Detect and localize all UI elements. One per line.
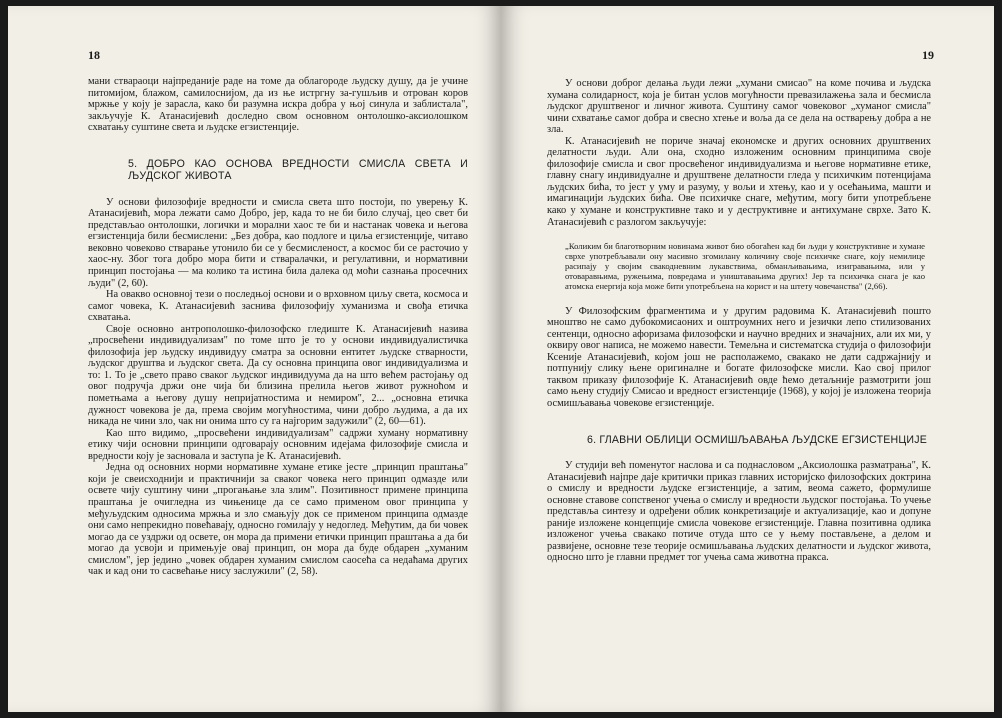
left-page [8,6,501,712]
paragraph: К. Атанасијевић не пориче значај економске и других основних друштвених делатности људи. Али она, сходно изложеним основним принципима своје филозофије смисла и свог просвећеног индивидуализма и његове нормативне етике, главну снагу индивидуалне и друштвене делатности гледа у психичким потенцијама људских бића, то јест у уму и разуму, у вољи и хтењу, као и у осећањима, машти и имагинацији људских бића. Ове психичке снаге, међутим, могу бити употребљене како у хумане и конструктивне тако и у деструктивне и антихумане сврхе. Зато К. Атанасијевић с разлогом закључује: [547,135,931,228]
paragraph: мани ствараоци најпреданије раде на томе да облагороде људску душу, да је учине питомијом, блажом, самилоснијом, да из ње истргну зa-гушљив и отрован коров мржње у коју је зарасла, како би разумна искра добра у њој синула и заблистала", закључује К. Атанасијевић доследно свом основном онтолошко-аксиолошком схватању суштине света и људске егзистенције. [88,76,468,134]
paragraph: У основи филозофије вредности и смисла света што постоји, по уверењу К. Атанасијевић, мора лежати само Добро, јер, када то не би било случај, цео свет би представљао онтолошки, логички и морални хаос те би и настанак човека и његова егзистенција били бесмислени: „Без добра, као подлоге и циља егзистенције, читаво вековно човеково стварање утонило би се у бесмисленост, а космос би се расточио у хаос-ну. Због тога добро мора бити и стваралачки, и регулативни, и нормативни принцип постојања — ма колико та истина била далека од моћи сазнања просечних људи" (2, 60). [88,196,468,289]
paragraph: Своје основно антрополошко-филозофско гледиште К. Атанасијевић назива „просвећени индивидуализам" по томе што је то у основи индивидуалистичка филозофија јер људску индивидуу смaтра за основни ентитет људске стварности, људског друштва и људског света. Да су основна принципа овог индивидуализма и то: 1. То је „свето право сваког људског индивидуума да на што већем растојању од овог подручја држи оне чија би близина прелила његов живот ружноћом и пометњама а његову душу непријатностима и немиром", 2... „основна етичка дужност човекова је да, према својим могућностима, чини добро људима, а да их никада не чини зло, чак ни онима што су га најгорим задужили" (2, 60—61). [88,323,468,428]
section-heading-5: 5. ДОБРО КАО ОСНОВА ВРЕДНОСТИ СМИСЛА СВЕТА И ЉУДСКОГ ЖИВОТА [128,157,468,183]
left-page-body [88,76,468,578]
right-page-body [547,78,931,564]
paragraph: На овакво основној тези о последњој основи и о врховном циљу света, космоса и самог човека, К. Атанасијевић заснива филозофију хуманизма и свођа етичка схватања. [88,289,468,324]
page-number-left: 18 [88,48,100,62]
page-number-right: 19 [922,48,934,62]
paragraph: У Филозофским фрагментима и у другим радовима К. Атанасијевић пошто мноштво не само дубокомисаоних и оштроумних него и језички лепо стилизованих сентенци, односно афоризама филозофски и научно вредних и значајних, али их ми, у оквиру овог написа, не можемо навести. Темељна и систематска студија о филозофији Ксеније Атанасијевић, којом још не располажемо, свакако не дати садржајнију и потпунију слику њене оригиналне и богате филозофске мисли. Као свој прилог таквом приказу филозофије К. Атанасијевић овде ћемо детаљније размотрити још само њену студију Смисао и вредност егзистенције (1968), у којој је изложена теорија осмишљавања човекове егзистенције. [547,305,931,410]
paragraph: Једна од основних норми нормативне хумане етике јесте „принцип праштања" који је свеисходнији и практичнији за сваког човека него принцип одмазде или освете чију суштину чини „прогањање зла злим". Позитивност примене принципа праштања је очигледна из чињенице да се само применом овог принципа у међуљудским односима мржња и зло смањују док се применом принципа одмазде они само непрекидно повећавају, односно гомилају у недоглед. Међутим, да би човек могао да се уздржи од освете, он мора да примени етички принцип праштања а да би могао да усвоји и примењује овај принцип, он мора да буде обдарен „хуманим смислом", јер једино „човек обдарен хуманим смислом саосећа са недаћама других чак и кад они то сасвећање нису заслужили" (2, 58). [88,462,468,578]
block-quote: „Коликим би благотворним новинама живот био обогаћен кад би људи у конструктивне и хумане сврхе употребљавали ону масивно згомилану количину своје психичке снаге, коју немилице расипају у својим свакодневним лукавствима, обманљивањима, изигравањима, или у отоваравњима, ружењима, повредама и уништавањима других! Јер та психичка снага је као атомска енергија која може бити употребљена на корист и на штету човечанства" (2,66). [565,241,925,291]
section-heading-6: 6. ГЛАВНИ ОБЛИЦИ ОСМИШЉАВАЊА ЉУДСКЕ ЕГЗИСТЕНЦИЈЕ [587,433,927,446]
paragraph: Као што видимо, „просвећени индивидуализам" садржи хуману нормативну етику чији основни принципи одговарају основним идејама филозофије смисла и вредности коју је засновала и заступа је К. Атанасијевић. [88,427,468,462]
paragraph: У студији већ поменутог наслова и са поднасловом „Аксиолошка разматрања", К. Атанасијевић најпре даје критички приказ главних историјско филозофских доктрина о смислу и вредности људске егзистенције, а затим, веома сажето, формулише основне ставове сопственог учења о смислу и вредности људског постојања. То учење представља синтезу и одређени облик конкретизације и актуализације, као и допуне раније изложене концепције смисла човекове егзистенције. Главна позитивна одлика изложеног учења свакако потиче отуда што се у њему постављене, а делом и развијене, основне тезе теорије осмишљавања људских делатности и људског живота, односно што је главни предмет тог учења сама животна пракса. [547,460,931,564]
book-spread [8,6,994,712]
right-page [501,6,994,712]
paragraph: У основи доброг делања људи лежи „хумани смисао" на коме почива и људска хумана солидарност, која је битан услов могућности превазилажења зала и бесмисла људског друштвеног и личног живота. Суштину самог човековог „хуманог смисла" чини схватање самог добра и свесно хтење и воља да се дела на остварењу добра а не зла. [547,78,931,136]
